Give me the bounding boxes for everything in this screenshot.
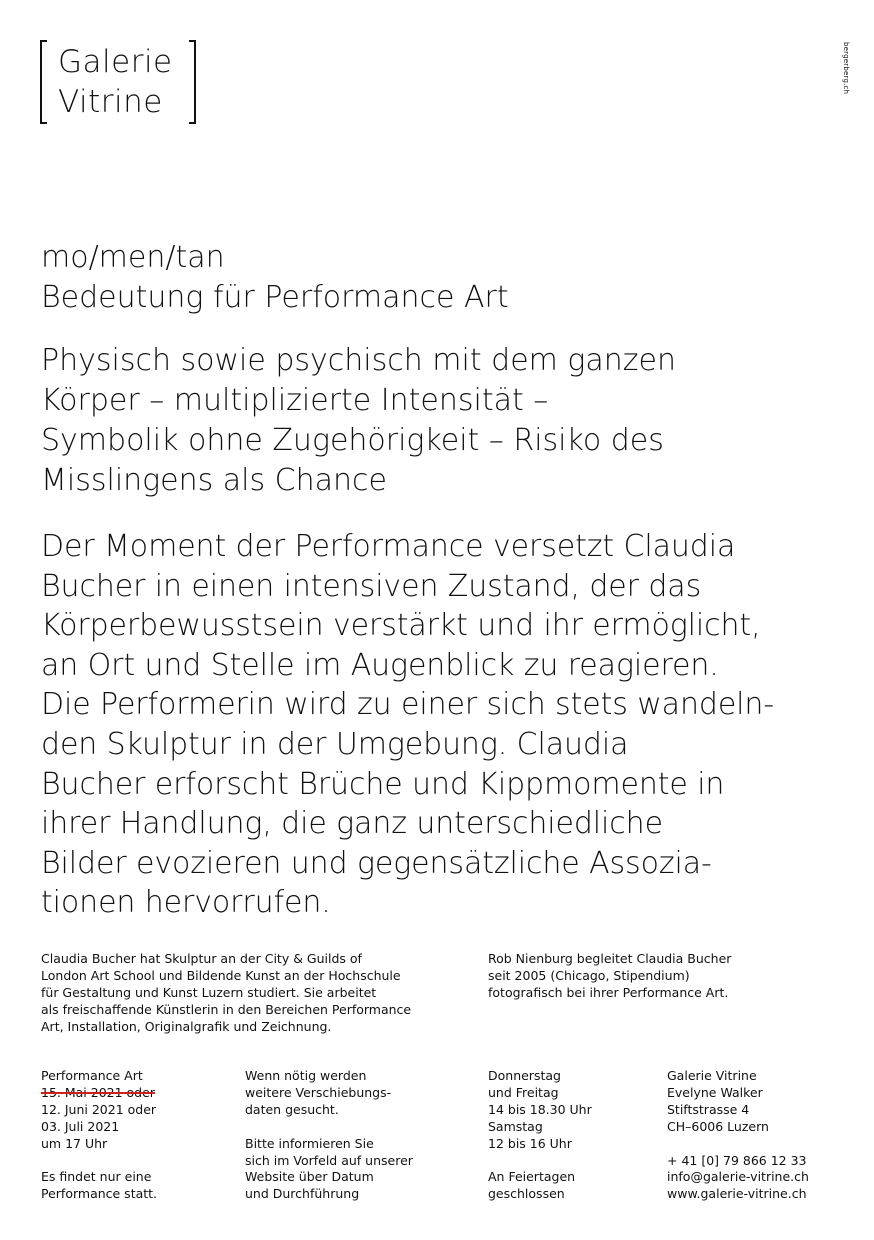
postpone-line: Wenn nötig werden: [245, 1068, 367, 1083]
body-line: Die Performerin wird zu einer sich stets wandeln-: [41, 687, 775, 723]
hours-line: und Freitag: [488, 1084, 559, 1100]
body-line: Körperbewusstsein verstärkt und ihr ermöglicht,: [41, 608, 761, 644]
phone-number: + 41 [0] 79 866 12 33: [667, 1152, 807, 1168]
hours-line: An Feiertagen: [488, 1169, 576, 1185]
hours-line: 12 bis 16 Uhr: [488, 1135, 572, 1151]
bio-line: für Gestaltung und Kunst Luzern studiert. Sie arbeitet: [41, 984, 377, 1000]
postpone-line: und Durchführung: [245, 1186, 360, 1202]
postpone-line: weitere Verschiebungs-: [245, 1084, 392, 1100]
website-link[interactable]: www.galerie-vitrine.ch: [667, 1186, 807, 1202]
postpone-line: Bitte informieren Sie: [245, 1135, 374, 1151]
hours-line: Samstag: [488, 1118, 543, 1134]
lead-line: Symbolik ohne Zugehörigkeit – Risiko des: [41, 423, 664, 458]
photo-line: seit 2005 (Chicago, Stipendium): [488, 967, 690, 983]
hours-line: geschlossen: [488, 1186, 565, 1202]
postpone-line: sich im Vorfeld auf unserer: [245, 1152, 413, 1168]
hours-line: Donnerstag: [488, 1068, 561, 1083]
body-line: Der Moment der Performance versetzt Claudia: [41, 529, 736, 564]
logo-bracket-right: [189, 40, 196, 124]
body-line: an Ort und Stelle im Augenblick zu reagieren.: [41, 647, 719, 683]
postpone-line: daten gesucht.: [245, 1101, 339, 1117]
gallery-address: [667, 1068, 809, 1203]
postpone-line: Website über Datum: [245, 1169, 374, 1185]
bio-line: Art, Installation, Originalgrafik und Zeichnung.: [41, 1018, 332, 1034]
artist-bio: [41, 951, 411, 1036]
performance-dates: [41, 1068, 157, 1203]
dates-note: Performance statt.: [41, 1186, 158, 1202]
lead-paragraph: [41, 341, 676, 501]
body-line: ihrer Handlung, die ganz unterschiedliche: [41, 806, 663, 842]
logo-line-2: Vitrine: [58, 84, 163, 120]
dates-note: Es findet nur eine: [41, 1169, 152, 1185]
date-option: 03. Juli 2021: [41, 1118, 120, 1134]
email-link[interactable]: info@galerie-vitrine.ch: [667, 1169, 809, 1185]
opening-hours: [488, 1068, 592, 1203]
bio-line: Claudia Bucher hat Skulptur an der City & Guilds of: [41, 951, 362, 966]
bio-line: London Art School und Bildende Kunst an der Hochschule: [41, 967, 401, 983]
body-paragraph: [41, 527, 774, 923]
title-line-2: Bedeutung für Performance Art: [41, 280, 509, 315]
body-line: Bucher erforscht Brüche und Kippmomente in: [41, 766, 725, 802]
lead-line: Körper – multiplizierte Intensität –: [41, 383, 549, 418]
bio-line: als freischaffende Künstlerin in den Bereichen Performance: [41, 1001, 412, 1017]
photo-line: Rob Nienburg begleitet Claudia Bucher: [488, 951, 732, 966]
address-line: CH–6006 Luzern: [667, 1118, 769, 1134]
gallery-logo: [40, 40, 196, 124]
photo-line: fotografisch bei ihrer Performance Art.: [488, 984, 729, 1000]
body-line: Bucher in einen intensiven Zustand, der das: [41, 568, 702, 604]
cancelled-date: 15. Mai 2021 oder: [41, 1084, 155, 1100]
hours-line: 14 bis 18.30 Uhr: [488, 1101, 592, 1117]
lead-line: Misslingens als Chance: [41, 463, 387, 498]
exhibition-title: [41, 238, 509, 318]
performance-time: um 17 Uhr: [41, 1135, 108, 1151]
logo-line-1: Galerie: [58, 44, 173, 80]
body-line: Bilder evozieren und gegensätzliche Assozia-: [41, 845, 712, 881]
address-line: Stiftstrasse 4: [667, 1101, 750, 1117]
title-line-1: mo/men/tan: [41, 240, 225, 275]
address-line: Galerie Vitrine: [667, 1068, 757, 1083]
logo-bracket-left: [40, 40, 47, 124]
photographer-note: [488, 951, 731, 1002]
body-line: tionen hervorrufen.: [41, 885, 331, 921]
designer-credit: bergerberg.ch: [842, 42, 850, 95]
address-line: Evelyne Walker: [667, 1084, 763, 1100]
date-option: 12. Juni 2021 oder: [41, 1101, 157, 1117]
lead-line: Physisch sowie psychisch mit dem ganzen: [41, 343, 677, 378]
dates-label: Performance Art: [41, 1068, 143, 1083]
body-line: den Skulptur in der Umgebung. Claudia: [41, 726, 629, 762]
postponement-info: [245, 1068, 413, 1203]
logo-text: [58, 42, 173, 122]
